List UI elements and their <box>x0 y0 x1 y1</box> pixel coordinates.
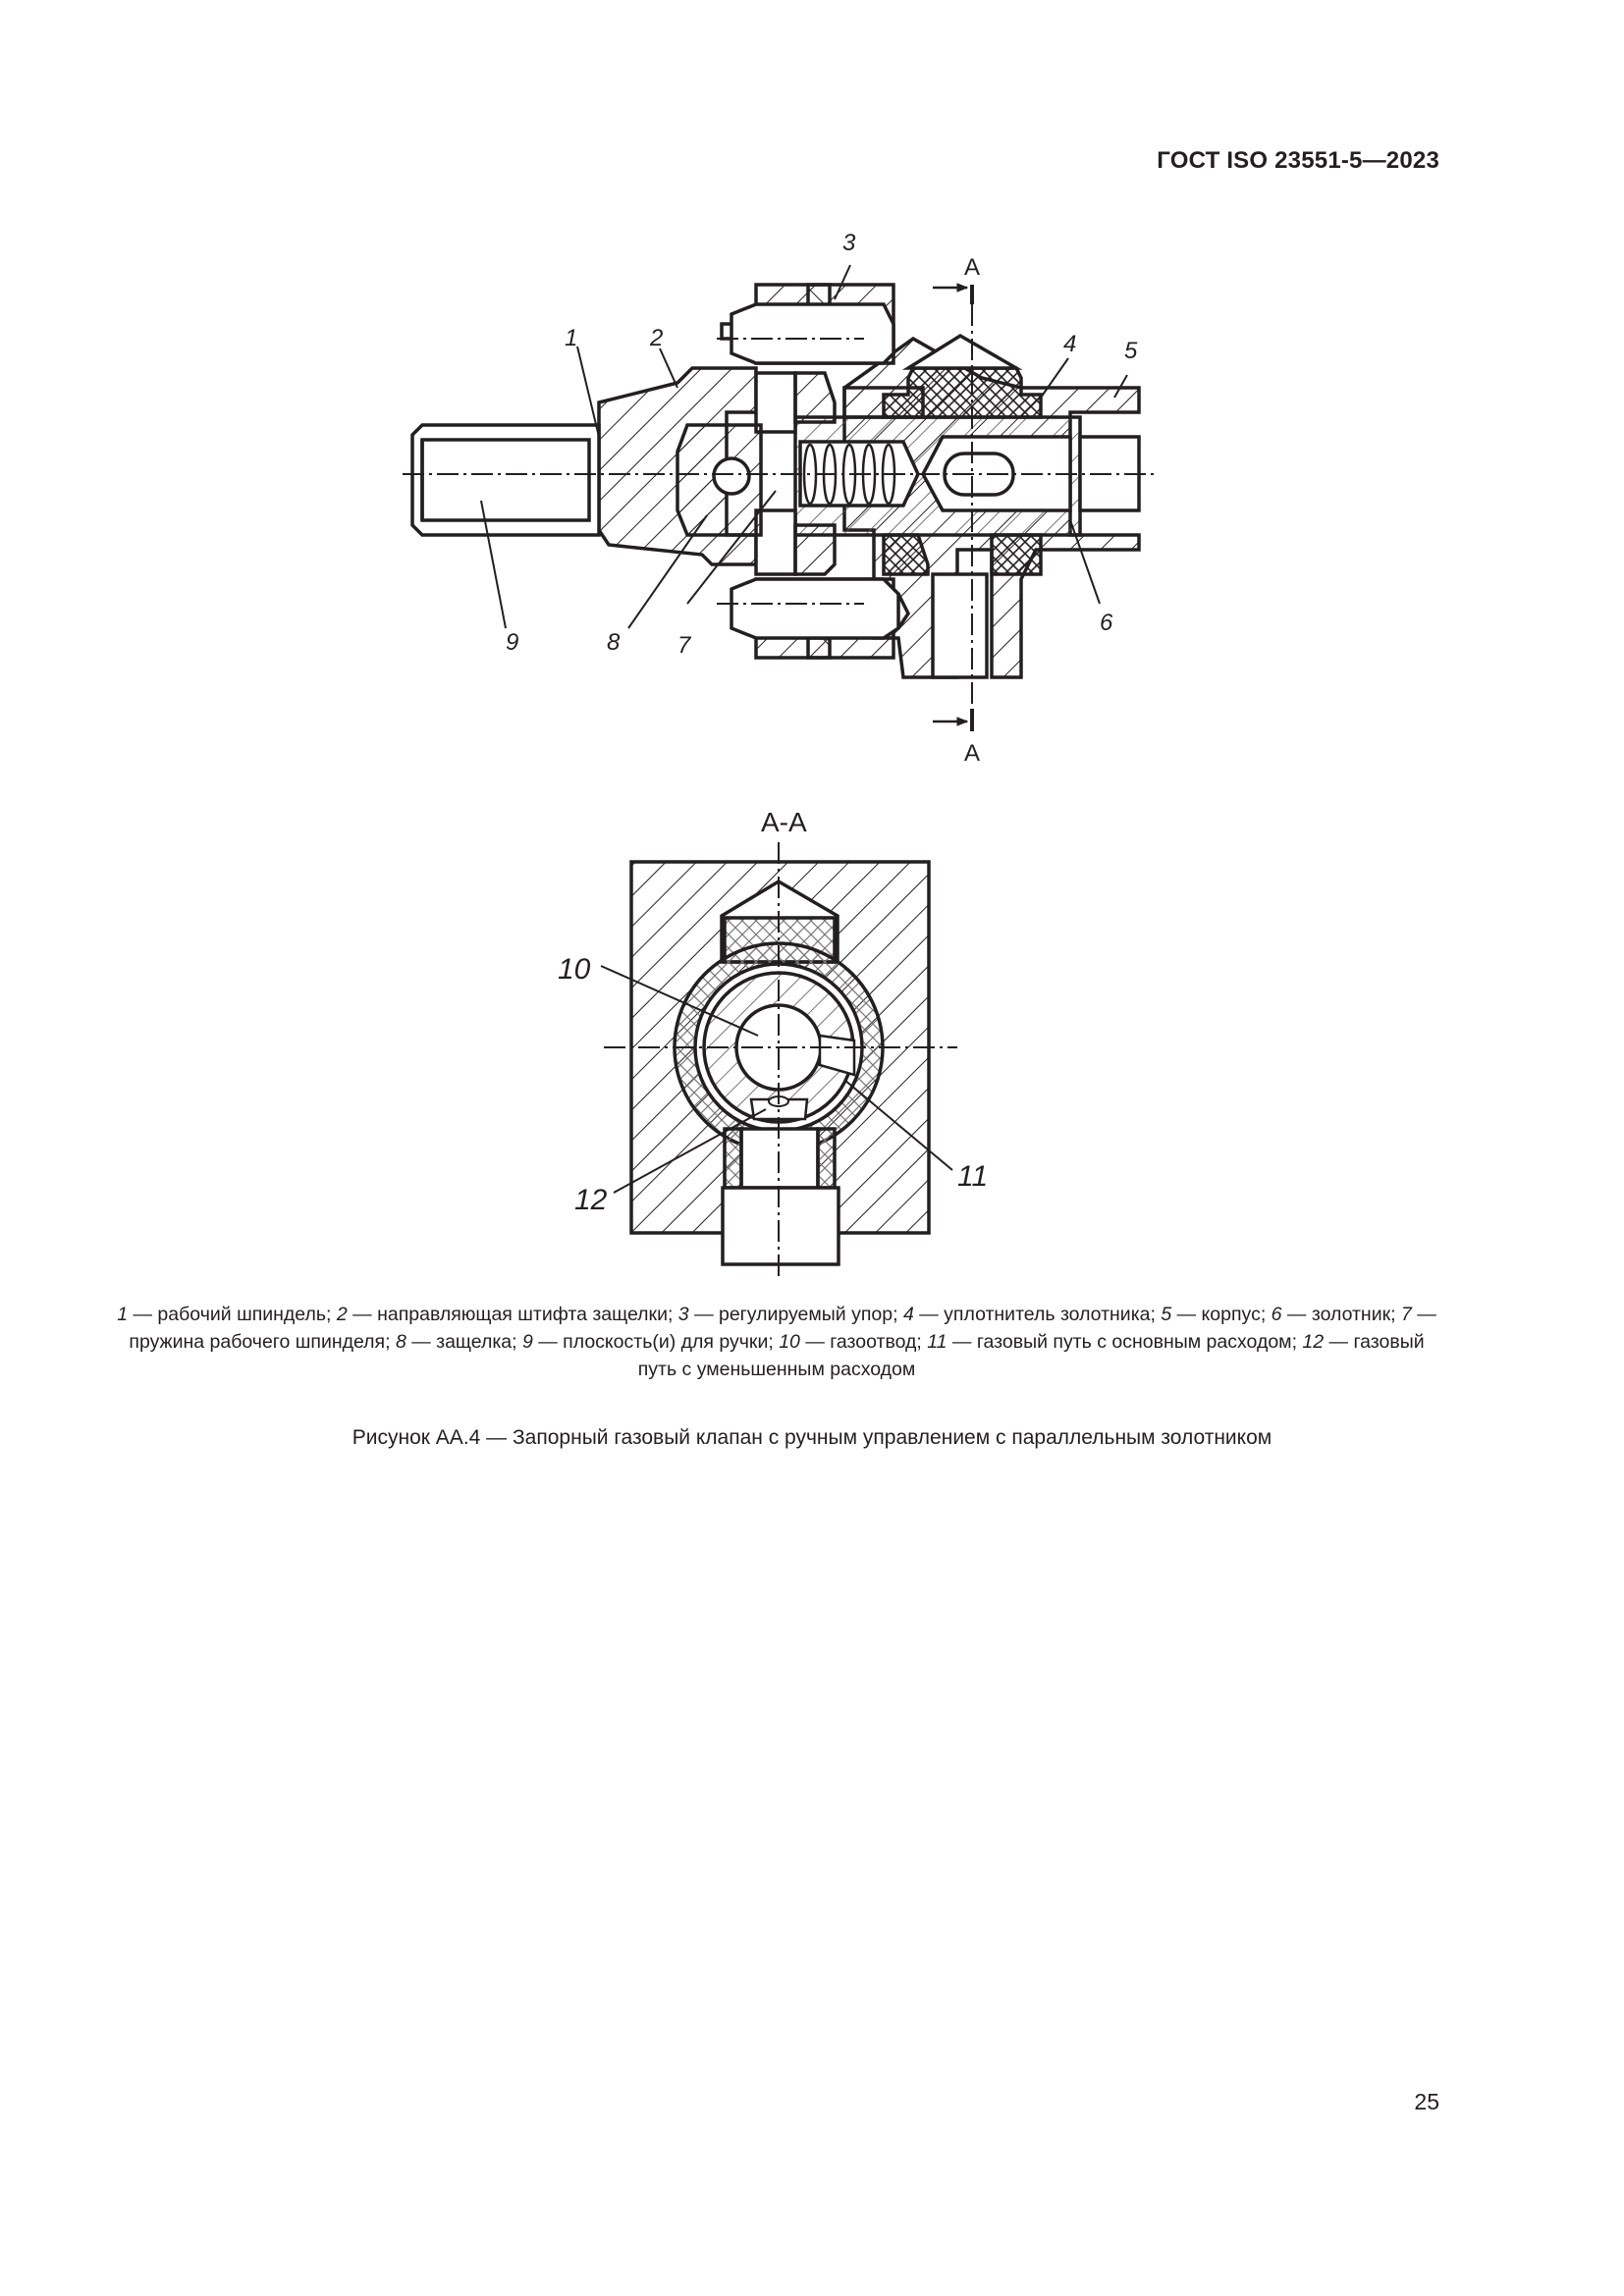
legend-item-1: 1 — рабочий шпиндель; <box>117 1304 337 1325</box>
legend-item-10: 10 — газоотвод; <box>779 1331 928 1353</box>
legend-item-2: 2 — направляющая штифта защелки; <box>336 1304 678 1325</box>
callout-12: 12 <box>574 1184 608 1216</box>
legend-item-9: 9 — плоскость(и) для ручки; <box>521 1331 780 1353</box>
legend-item-7: 7 — пружина рабочего шпинделя; <box>129 1304 1436 1353</box>
legend-item-3: 3 — регулируемый упор; <box>677 1304 903 1325</box>
callout-6: 6 <box>1100 610 1113 636</box>
legend-item-5: 5 — корпус; <box>1161 1304 1272 1325</box>
figure-legend <box>116 1301 1437 1383</box>
page-number: 25 <box>1414 2089 1439 2114</box>
callout-3: 3 <box>842 230 856 256</box>
callout-9: 9 <box>506 629 519 656</box>
callout-10: 10 <box>558 953 591 986</box>
legend-item-12: 12 — газовый путь с уменьшенным расходом <box>637 1331 1425 1380</box>
section-mark-top: А <box>964 254 981 281</box>
callout-1: 1 <box>565 325 578 351</box>
callout-8: 8 <box>607 629 621 656</box>
callout-4: 4 <box>1063 331 1077 357</box>
legend-item-6: 6 — золотник; <box>1271 1304 1401 1325</box>
main-section-view <box>412 284 1139 731</box>
standard-header: ГОСТ ISO 23551-5—2023 <box>1157 147 1439 174</box>
callout-11: 11 <box>957 1160 989 1193</box>
section-mark-bottom: А <box>964 740 981 767</box>
legend-item-8: 8 — защелка; <box>395 1331 522 1353</box>
legend-item-11: 11 — газовый путь с основным расходом; <box>927 1331 1303 1353</box>
section-aa-view <box>631 862 929 1264</box>
callout-7: 7 <box>677 632 691 659</box>
callout-2: 2 <box>650 325 664 351</box>
section-title: А-А <box>761 807 807 837</box>
figure-caption: Рисунок АА.4 — Запорный газовый клапан с ручным управлением с параллельным золотником <box>352 1426 1272 1449</box>
legend-item-4: 4 — уплотнитель золотника; <box>902 1304 1162 1325</box>
callout-5: 5 <box>1124 338 1138 364</box>
